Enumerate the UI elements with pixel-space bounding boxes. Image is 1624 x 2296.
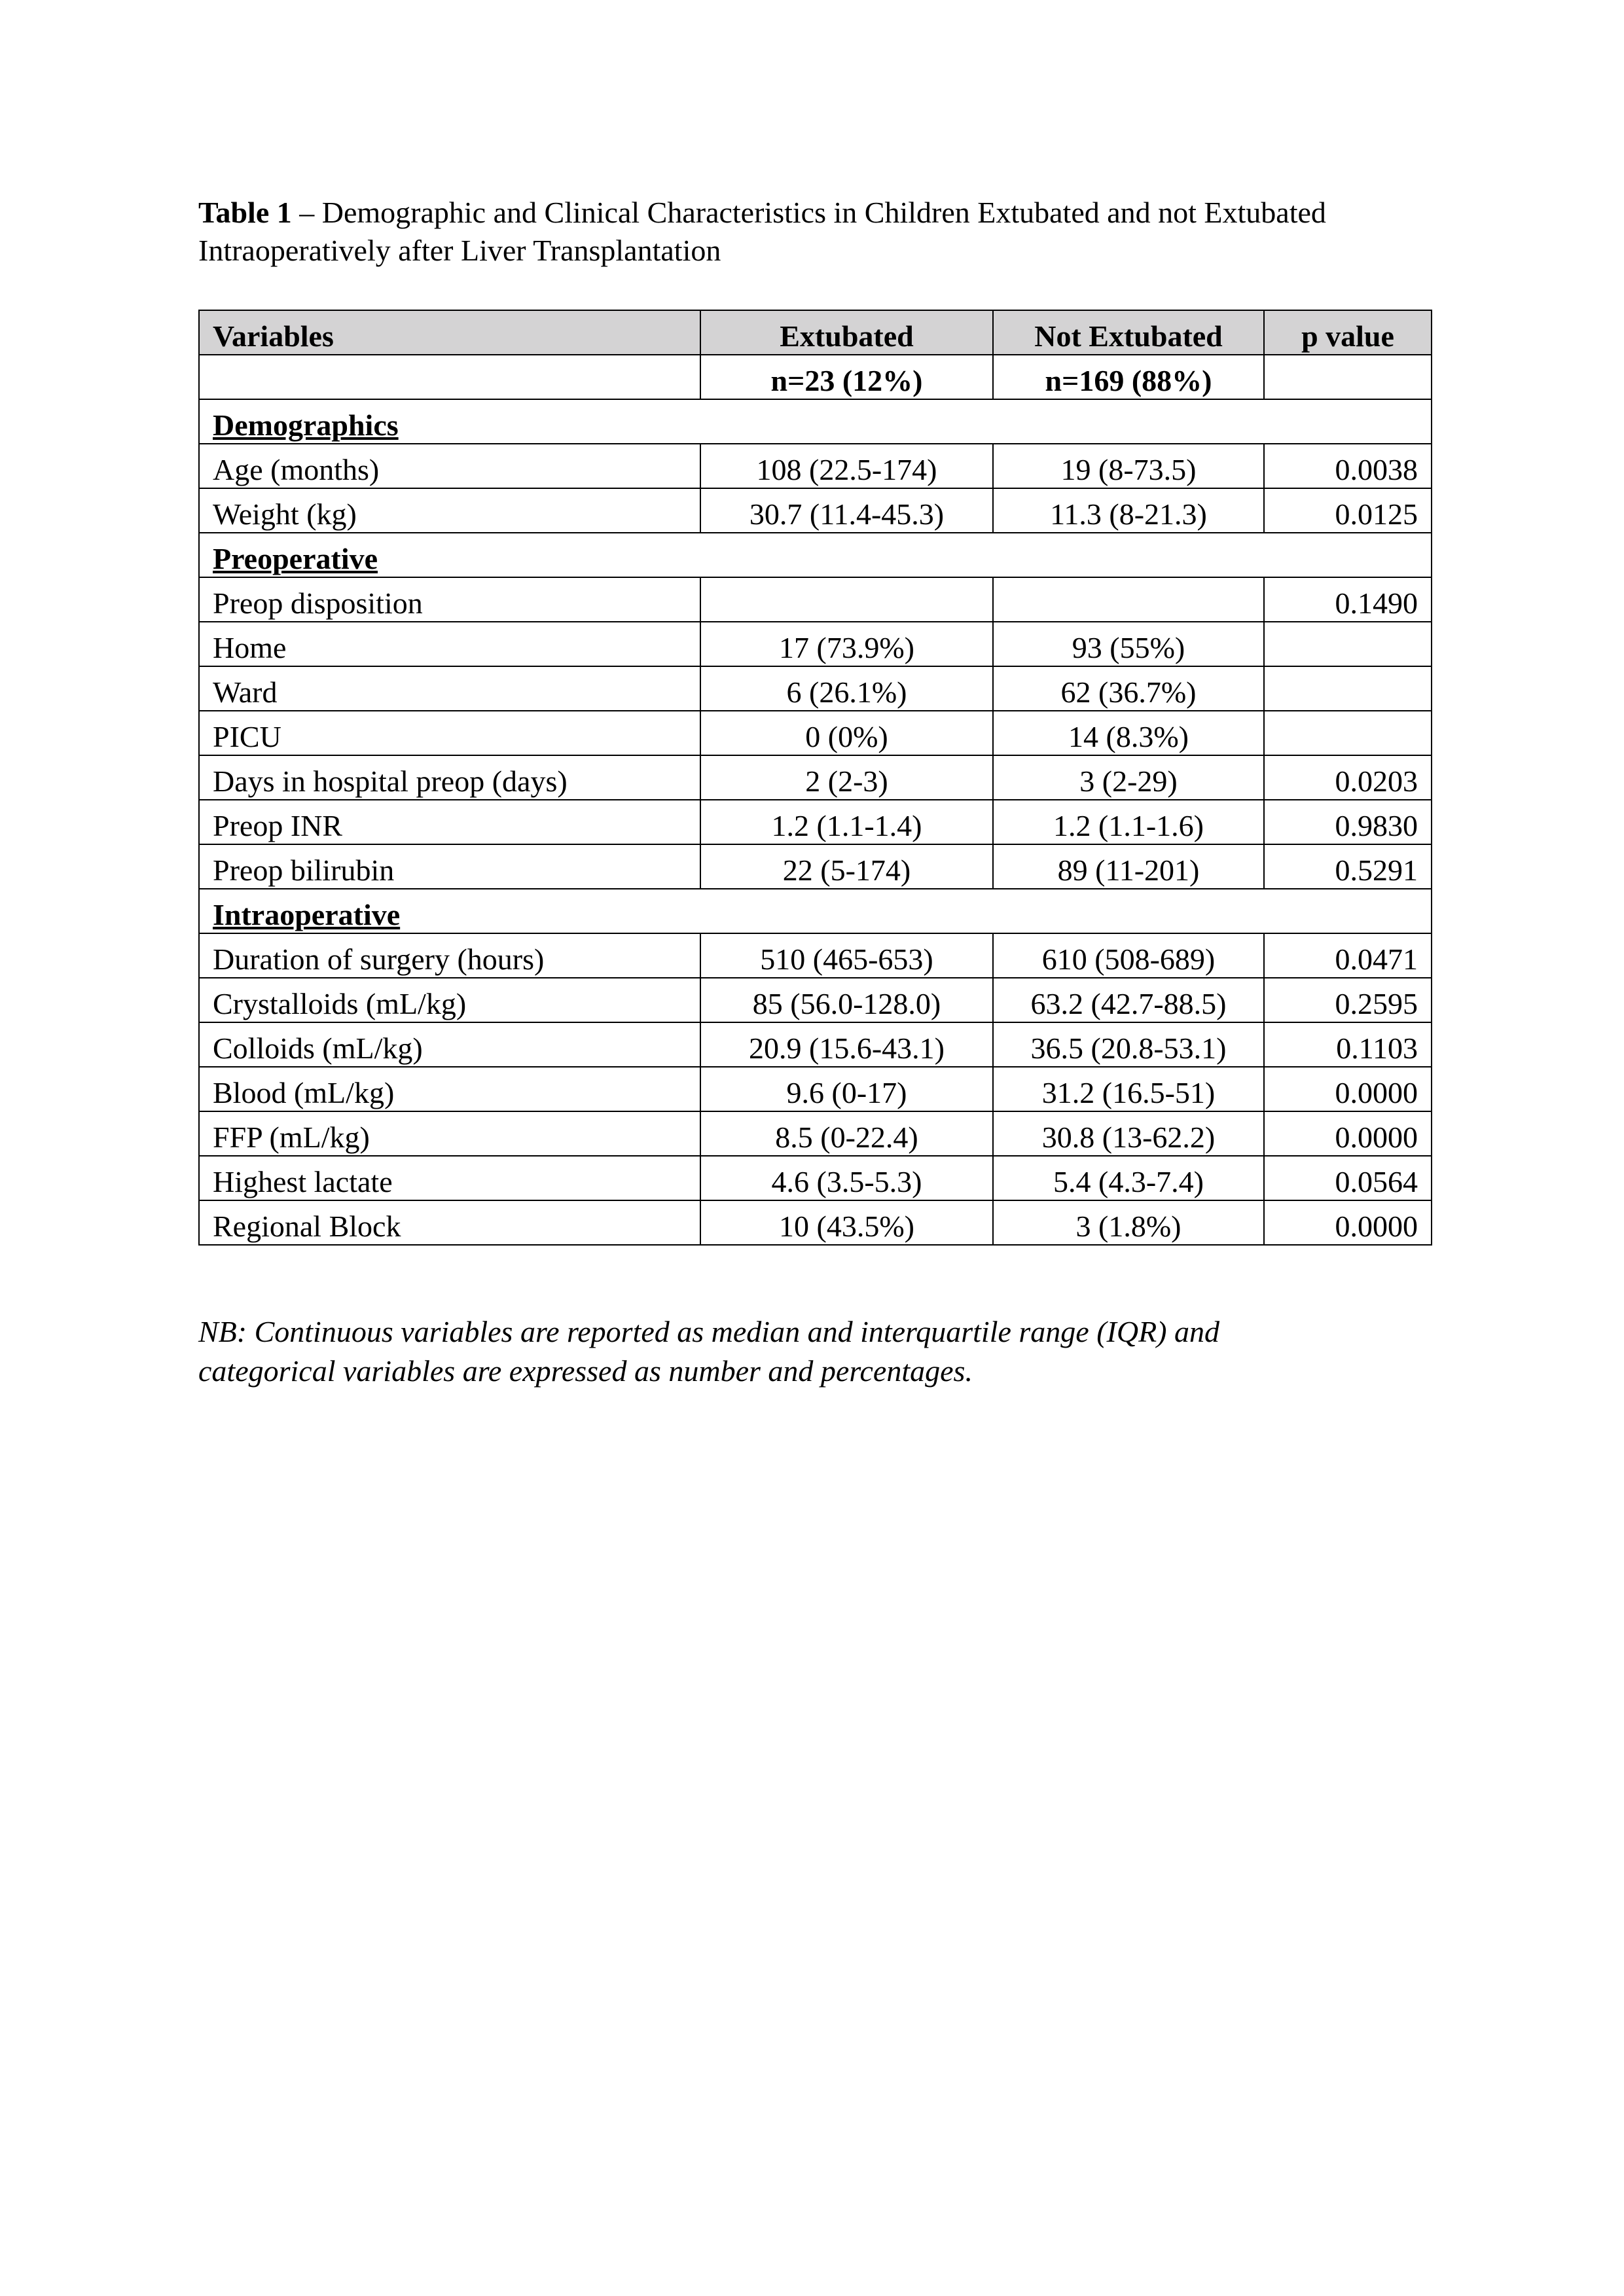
p-value	[1264, 666, 1432, 711]
not-extubated-n: n=169 (88%)	[993, 355, 1264, 399]
not-extubated-value: 3 (1.8%)	[993, 1200, 1264, 1245]
table-row	[199, 1022, 1432, 1067]
table-row	[199, 1200, 1432, 1245]
p-value: 0.9830	[1264, 800, 1432, 844]
not-extubated-value: 19 (8-73.5)	[993, 444, 1264, 488]
row-label: FFP (mL/kg)	[199, 1111, 700, 1156]
extubated-value: 10 (43.5%)	[700, 1200, 993, 1245]
table-row	[199, 622, 1432, 666]
extubated-value: 4.6 (3.5-5.3)	[700, 1156, 993, 1200]
row-label: PICU	[199, 711, 700, 755]
p-value: 0.0000	[1264, 1111, 1432, 1156]
not-extubated-value: 36.5 (20.8-53.1)	[993, 1022, 1264, 1067]
not-extubated-value: 63.2 (42.7-88.5)	[993, 978, 1264, 1022]
not-extubated-value: 3 (2-29)	[993, 755, 1264, 800]
not-extubated-value: 610 (508-689)	[993, 933, 1264, 978]
section-intraoperative: Intraoperative	[199, 889, 1432, 933]
table-caption-label: Table 1	[198, 196, 292, 229]
not-extubated-value: 5.4 (4.3-7.4)	[993, 1156, 1264, 1200]
p-value	[1264, 711, 1432, 755]
not-extubated-value: 1.2 (1.1-1.6)	[993, 800, 1264, 844]
table-row	[199, 577, 1432, 622]
p-value: 0.2595	[1264, 978, 1432, 1022]
section-demographics: Demographics	[199, 399, 1432, 444]
extubated-value: 108 (22.5-174)	[700, 444, 993, 488]
table-row	[199, 711, 1432, 755]
table-row	[199, 844, 1432, 889]
row-label: Preop disposition	[199, 577, 700, 622]
footnote-line: categorical variables are expressed as number and percentages.	[198, 1354, 973, 1388]
table-row	[199, 444, 1432, 488]
section-row	[199, 399, 1432, 444]
extubated-value: 17 (73.9%)	[700, 622, 993, 666]
footnote-line: NB: Continuous variables are reported as median and interquartile range (IQR) and	[198, 1315, 1220, 1348]
table-row	[199, 978, 1432, 1022]
p-value: 0.0564	[1264, 1156, 1432, 1200]
row-label: Colloids (mL/kg)	[199, 1022, 700, 1067]
extubated-value: 30.7 (11.4-45.3)	[700, 488, 993, 533]
extubated-value: 9.6 (0-17)	[700, 1067, 993, 1111]
p-value	[1264, 622, 1432, 666]
extubated-n: n=23 (12%)	[700, 355, 993, 399]
section-row	[199, 889, 1432, 933]
table-row	[199, 1067, 1432, 1111]
p-value: 0.0000	[1264, 1200, 1432, 1245]
not-extubated-value: 93 (55%)	[993, 622, 1264, 666]
p-value: 0.0125	[1264, 488, 1432, 533]
not-extubated-value: 31.2 (16.5-51)	[993, 1067, 1264, 1111]
row-label: Weight (kg)	[199, 488, 700, 533]
row-label: Highest lactate	[199, 1156, 700, 1200]
p-value: 0.5291	[1264, 844, 1432, 889]
sample-size-blank	[1264, 355, 1432, 399]
p-value: 0.0203	[1264, 755, 1432, 800]
table-row	[199, 933, 1432, 978]
row-label: Regional Block	[199, 1200, 700, 1245]
header-not-extubated: Not Extubated	[993, 310, 1264, 355]
table-caption-title-cont: Intraoperatively after Liver Transplantation	[198, 234, 721, 267]
not-extubated-value: 30.8 (13-62.2)	[993, 1111, 1264, 1156]
not-extubated-value	[993, 577, 1264, 622]
row-label: Preop bilirubin	[199, 844, 700, 889]
row-label: Preop INR	[199, 800, 700, 844]
extubated-value: 1.2 (1.1-1.4)	[700, 800, 993, 844]
row-label: Crystalloids (mL/kg)	[199, 978, 700, 1022]
p-value: 0.0000	[1264, 1067, 1432, 1111]
not-extubated-value: 62 (36.7%)	[993, 666, 1264, 711]
table-caption-title: – Demographic and Clinical Characteristics in Children Extubated and not Extubated	[299, 196, 1326, 229]
extubated-value: 85 (56.0-128.0)	[700, 978, 993, 1022]
extubated-value	[700, 577, 993, 622]
extubated-value: 510 (465-653)	[700, 933, 993, 978]
p-value: 0.1490	[1264, 577, 1432, 622]
p-value: 0.1103	[1264, 1022, 1432, 1067]
table-row	[199, 755, 1432, 800]
not-extubated-value: 89 (11-201)	[993, 844, 1264, 889]
row-label: Days in hospital preop (days)	[199, 755, 700, 800]
table-header-row	[199, 310, 1432, 355]
table-row	[199, 1156, 1432, 1200]
header-variables: Variables	[199, 310, 700, 355]
table-row	[199, 488, 1432, 533]
section-preoperative: Preoperative	[199, 533, 1432, 577]
header-p-value: p value	[1264, 310, 1432, 355]
characteristics-table	[198, 310, 1432, 1246]
extubated-value: 8.5 (0-22.4)	[700, 1111, 993, 1156]
extubated-value: 20.9 (15.6-43.1)	[700, 1022, 993, 1067]
extubated-value: 0 (0%)	[700, 711, 993, 755]
extubated-value: 2 (2-3)	[700, 755, 993, 800]
table-sample-size-row	[199, 355, 1432, 399]
header-extubated: Extubated	[700, 310, 993, 355]
table-caption	[198, 194, 1442, 270]
row-label: Blood (mL/kg)	[199, 1067, 700, 1111]
p-value: 0.0038	[1264, 444, 1432, 488]
not-extubated-value: 14 (8.3%)	[993, 711, 1264, 755]
extubated-value: 6 (26.1%)	[700, 666, 993, 711]
table-row	[199, 666, 1432, 711]
section-row	[199, 533, 1432, 577]
p-value: 0.0471	[1264, 933, 1432, 978]
table-row	[199, 800, 1432, 844]
row-label: Ward	[199, 666, 700, 711]
extubated-value: 22 (5-174)	[700, 844, 993, 889]
row-label: Age (months)	[199, 444, 700, 488]
not-extubated-value: 11.3 (8-21.3)	[993, 488, 1264, 533]
table-row	[199, 1111, 1432, 1156]
row-label: Duration of surgery (hours)	[199, 933, 700, 978]
sample-size-blank	[199, 355, 700, 399]
table-footnote	[198, 1312, 1442, 1391]
row-label: Home	[199, 622, 700, 666]
